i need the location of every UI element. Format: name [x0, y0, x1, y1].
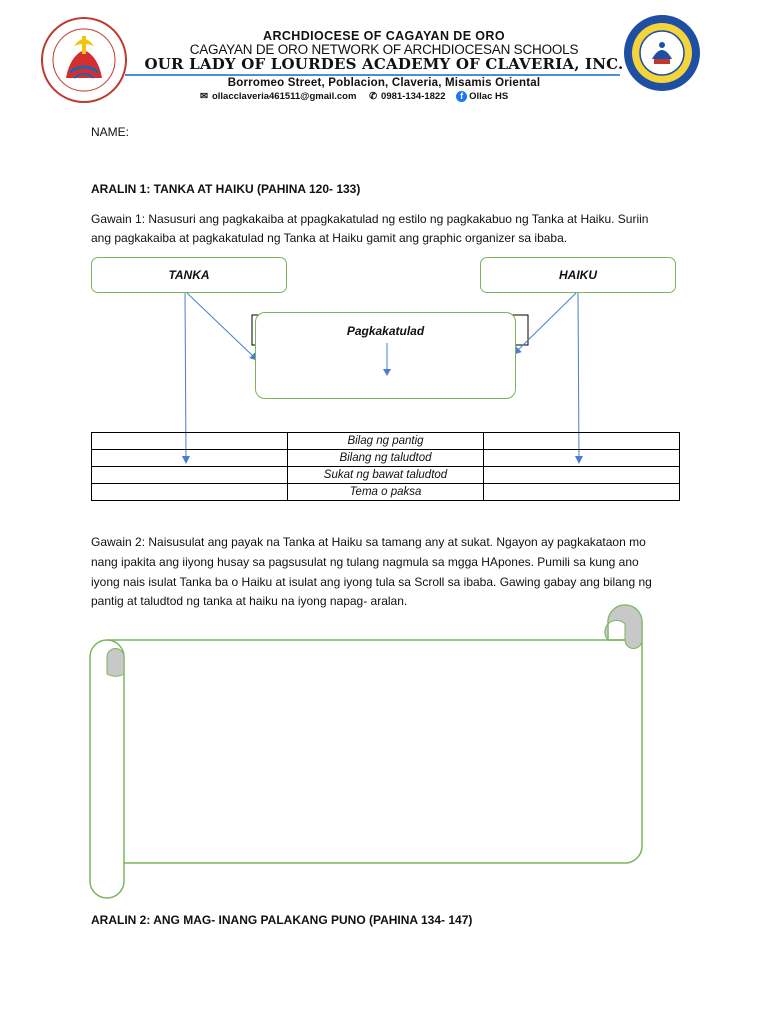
network-heading: CAGAYAN DE ORO NETWORK OF ARCHDIOCESAN SCHOOLS: [189, 42, 579, 57]
table-row: [92, 484, 680, 501]
table-cell-haiku: [484, 450, 680, 467]
gawain2-line2: nang ipakita ang iiyong husay sa pagsusulat ng tulang nagmula sa mgga HApones. Pumili sa kung ano: [91, 555, 639, 569]
pagkakatulad-label: Pagkakatulad: [346, 324, 425, 338]
facebook-text: Ollac HS: [469, 91, 509, 102]
table-cell-tanka: [92, 433, 288, 450]
table-criterion: Bilang ng taludtod: [288, 450, 484, 467]
table-criterion: Sukat ng bawat taludtod: [288, 467, 484, 484]
writing-scroll: [85, 600, 655, 900]
gawain1-line1: Gawain 1: Nasusuri ang pagkakaiba at ppagkakatulad ng estilo ng pagkakabuo ng Tanka at Haiku. Suriin: [91, 212, 649, 226]
gawain2-line3: iyong nais isulat Tanka ba o Haiku at isulat ang iyong tula sa Scroll sa ibaba. Gawing gabay ang bilang ng: [91, 575, 652, 589]
gawain1-line2: ang pagkakaiba at pagkakatulad ng Tanka at Haiku gamit ang graphic organizer sa ibaba.: [91, 231, 568, 245]
school-address: Borromeo Street, Poblacion, Claveria, Misamis Oriental: [227, 77, 541, 89]
gawain2-line1: Gawain 2: Naisusulat ang payak na Tanka at Haiku sa tamang any at sukat. Ngayon ay pagkakataon mo: [91, 535, 646, 549]
table-row: [92, 433, 680, 450]
table-row: [92, 467, 680, 484]
table-cell-haiku: [484, 433, 680, 450]
phone-text: 0981-134-1822: [381, 91, 446, 102]
school-name: OUR LADY OF LOURDES ACADEMY OF CLAVERIA, INC.: [144, 55, 624, 73]
table-cell-haiku: [484, 484, 680, 501]
center-down-arrow: [380, 343, 394, 377]
table-row: [92, 450, 680, 467]
comparison-table: [91, 432, 680, 501]
table-criterion: Tema o paksa: [288, 484, 484, 501]
table-cell-haiku: [484, 467, 680, 484]
table-criterion: Bilag ng pantig: [288, 433, 484, 450]
table-cell-tanka: [92, 484, 288, 501]
haiku-label: HAIKU: [559, 268, 597, 282]
mail-icon: ✉: [200, 91, 208, 102]
phone-icon: ✆: [369, 91, 378, 102]
table-cell-tanka: [92, 467, 288, 484]
gawain2-line4: pantig at taludtod ng tanka at haiku na iyong napag- aralan.: [91, 594, 408, 608]
tanka-label: TANKA: [168, 268, 210, 282]
name-label: NAME:: [91, 125, 130, 139]
lesson2-title: ARALIN 2: ANG MAG- INANG PALAKANG PUNO (PAHINA 134- 147): [91, 913, 473, 927]
table-cell-tanka: [92, 450, 288, 467]
archdiocese-heading: ARCHDIOCESE OF CAGAYAN DE ORO: [263, 29, 505, 43]
facebook-icon: f: [456, 91, 467, 102]
lesson1-title: ARALIN 1: TANKA AT HAIKU (PAHINA 120- 133): [91, 182, 361, 196]
email-text: ollacclaveria461511@gmail.com: [211, 91, 357, 102]
